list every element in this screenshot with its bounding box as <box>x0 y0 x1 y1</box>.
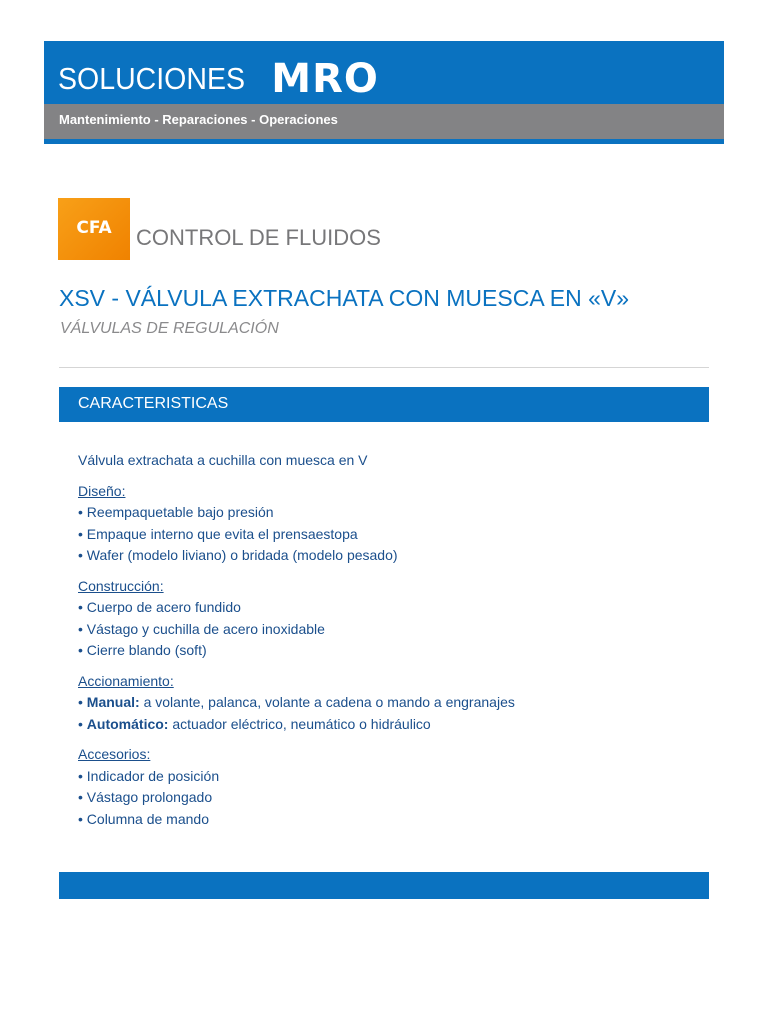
footer-bar <box>59 872 709 899</box>
group-title: Accesorios: <box>78 746 151 762</box>
list-item: • Cierre blando (soft) <box>78 642 207 658</box>
feature-group-actuation <box>78 671 698 736</box>
list-item <box>78 692 698 714</box>
group-title: Accionamiento: <box>78 672 174 689</box>
bullet: • <box>78 715 87 732</box>
section-header <box>59 387 709 422</box>
category-title: CONTROL DE FLUIDOS <box>136 225 381 250</box>
product-subtitle: VÁLVULAS DE REGULACIÓN <box>60 320 279 337</box>
list-item: • Indicador de posición <box>78 767 220 784</box>
list-item: • Cuerpo de acero fundido <box>78 599 241 615</box>
list-item: • Empaque interno que evita el prensaestopa <box>78 525 358 542</box>
item-text: actuador eléctrico, neumático o hidráulico <box>168 715 431 732</box>
feature-group-design <box>78 481 698 567</box>
tagline: Mantenimiento - Reparaciones - Operaciones <box>59 112 338 127</box>
header-banner <box>44 41 724 144</box>
list-item: • Wafer (modelo liviano) o bridada (modelo pesado) <box>78 547 398 563</box>
feature-group-accessories <box>78 744 698 830</box>
product-description: Válvula extrachata a cuchilla con muesca en V <box>78 452 368 468</box>
category-logo-text: CFA <box>76 218 112 238</box>
group-title: Construcción: <box>78 577 164 594</box>
tagline-bar <box>44 104 724 139</box>
group-title: Diseño: <box>78 482 126 499</box>
section-title: CARACTERISTICAS <box>78 395 229 412</box>
item-text: a volante, palanca, volante a cadena o mando a engranajes <box>139 694 515 710</box>
list-item: • Columna de mando <box>78 810 209 827</box>
category-logo <box>58 198 130 260</box>
bullet: • <box>78 694 87 710</box>
list-item <box>78 714 698 736</box>
list-item: • Reempaquetable bajo presión <box>78 504 274 520</box>
feature-group-construction <box>78 576 698 662</box>
brand-logo <box>58 54 379 104</box>
features-content <box>78 450 698 839</box>
brand-name-light: SOLUCIONES <box>58 61 246 96</box>
list-item: • Vástago prolongado <box>78 789 213 805</box>
brand-name-bold: MRO <box>271 56 379 102</box>
item-label: Automático: <box>86 715 169 732</box>
divider <box>59 367 709 368</box>
list-item: • Vástago y cuchilla de acero inoxidable <box>78 620 325 637</box>
product-title: XSV - VÁLVULA EXTRACHATA CON MUESCA EN «V» <box>59 285 630 311</box>
item-label: Manual: <box>86 694 140 710</box>
